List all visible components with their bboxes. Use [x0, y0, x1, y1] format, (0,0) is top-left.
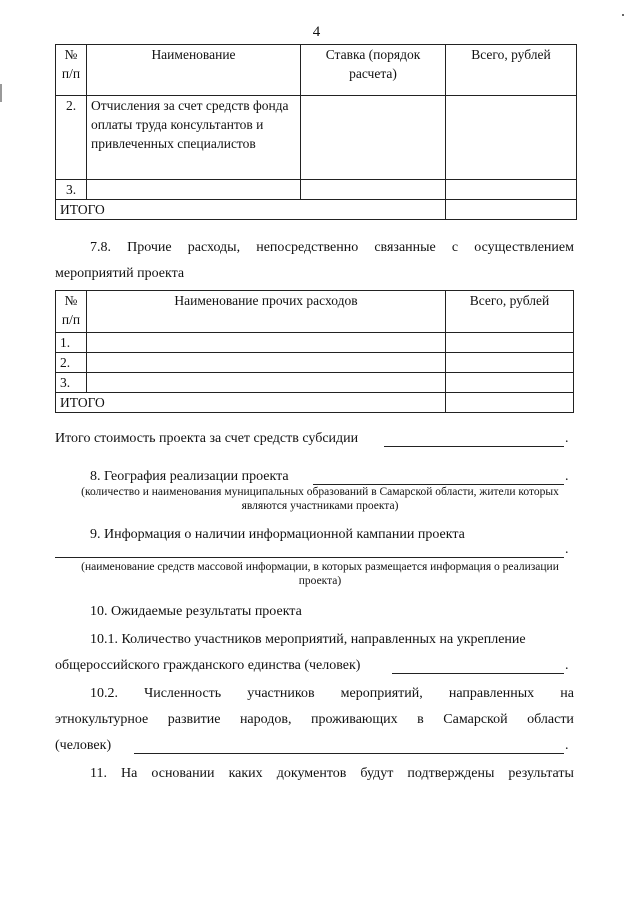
word: Численность: [144, 686, 222, 701]
word: Самарской: [443, 712, 508, 727]
word: основании: [151, 766, 215, 781]
row-name-cell[interactable]: [87, 373, 446, 393]
word: направленных: [448, 686, 535, 701]
total-value-cell[interactable]: [446, 200, 577, 220]
ethnocultural-count-field[interactable]: [134, 753, 564, 754]
word: этнокультурное: [55, 712, 149, 727]
total-cost-field[interactable]: [384, 446, 564, 447]
table-header-row: [56, 291, 574, 333]
header-total: Всего, рублей: [446, 45, 577, 96]
total-cost-label: Итого стоимость проекта за счет средств субсидии: [55, 431, 359, 446]
word: подтверждены: [407, 766, 495, 781]
table-row: [56, 353, 574, 373]
section-9-note: (наименование средств массовой информации, в которых размещается информация о реализации проекта): [81, 561, 559, 587]
section-8-label: 8. География реализации проекта: [90, 469, 289, 484]
page-number: 4: [312, 24, 321, 40]
row-total-cell[interactable]: [446, 96, 577, 180]
word: документов: [276, 766, 347, 781]
row-name: Отчисления за счет средств фонда оплаты труда консультантов и привлеченных специалистов: [87, 96, 301, 180]
scan-artifact: [622, 14, 624, 16]
word: результаты: [508, 766, 574, 781]
media-field[interactable]: [55, 557, 564, 558]
word: На: [121, 766, 138, 781]
section-11-line1: [90, 764, 574, 783]
period: .: [565, 738, 569, 753]
row-number: 2.: [56, 353, 87, 373]
expenses-table-1: [55, 44, 577, 220]
section-9-label: 9. Информация о наличии информационной кампании проекта: [90, 527, 465, 542]
word: проживающих: [310, 712, 398, 727]
row-number: 2.: [56, 96, 87, 180]
section-7-8-line2: мероприятий проекта: [55, 266, 185, 281]
word: Прочие: [127, 240, 172, 255]
word: на: [560, 686, 574, 701]
row-total-cell[interactable]: [446, 180, 577, 200]
table-header-row: [56, 45, 577, 96]
period: .: [565, 431, 569, 446]
section-8-note: (количество и наименования муниципальных образований в Самарской области, жители которых являются участниками проекта): [81, 486, 559, 512]
table-row: [56, 373, 574, 393]
row-name: [87, 180, 301, 200]
other-expenses-table: [55, 290, 574, 413]
header-number: № п/п: [56, 291, 87, 333]
header-name: Наименование: [87, 45, 301, 96]
row-total-cell[interactable]: [446, 333, 574, 353]
total-label: ИТОГО: [56, 200, 446, 220]
period: .: [565, 469, 569, 484]
row-number: 3.: [56, 373, 87, 393]
table-row: [56, 180, 577, 200]
row-rate-cell[interactable]: [301, 180, 446, 200]
item-10-1-line1: 10.1. Количество участников мероприятий, направленных на укрепление: [90, 632, 526, 647]
header-rate: Ставка (порядок расчета): [301, 45, 446, 96]
item-10-2-line1: [90, 684, 574, 703]
word: с: [451, 240, 459, 255]
row-name-cell[interactable]: [87, 353, 446, 373]
word: связанные: [374, 240, 436, 255]
total-value-cell[interactable]: [446, 393, 574, 413]
table-total-row: [56, 393, 574, 413]
word: мероприятий,: [340, 686, 423, 701]
word: 10.2.: [90, 686, 118, 701]
row-total-cell[interactable]: [446, 353, 574, 373]
word: 11.: [90, 766, 107, 781]
total-label: ИТОГО: [56, 393, 446, 413]
scan-artifact: [0, 84, 2, 102]
header-total: Всего, рублей: [446, 291, 574, 333]
row-number: 3.: [56, 180, 87, 200]
word: области: [527, 712, 574, 727]
table-row: [56, 333, 574, 353]
word: народов,: [239, 712, 292, 727]
item-10-2-line2: [55, 710, 574, 729]
word: 7.8.: [90, 240, 111, 255]
row-name-cell[interactable]: [87, 333, 446, 353]
table-row: [56, 96, 577, 180]
word: в: [417, 712, 424, 727]
row-rate-cell[interactable]: [301, 96, 446, 180]
word: будут: [360, 766, 394, 781]
section-7-8-line1: [90, 238, 574, 257]
period: .: [565, 658, 569, 673]
header-number: № п/п: [56, 45, 87, 96]
word: осуществлением: [474, 240, 574, 255]
table-total-row: [56, 200, 577, 220]
row-total-cell[interactable]: [446, 373, 574, 393]
item-10-1-line2: общероссийского гражданского единства (человек): [55, 658, 361, 673]
word: расходы,: [187, 240, 241, 255]
word: развитие: [167, 712, 221, 727]
header-name: Наименование прочих расходов: [87, 291, 446, 333]
period: .: [565, 542, 569, 557]
section-10-title: 10. Ожидаемые результаты проекта: [90, 604, 302, 619]
participants-count-field[interactable]: [392, 673, 564, 674]
word: участников: [247, 686, 315, 701]
word: каких: [228, 766, 263, 781]
word: непосредственно: [256, 240, 359, 255]
item-10-2-line3: (человек): [55, 738, 112, 753]
row-number: 1.: [56, 333, 87, 353]
